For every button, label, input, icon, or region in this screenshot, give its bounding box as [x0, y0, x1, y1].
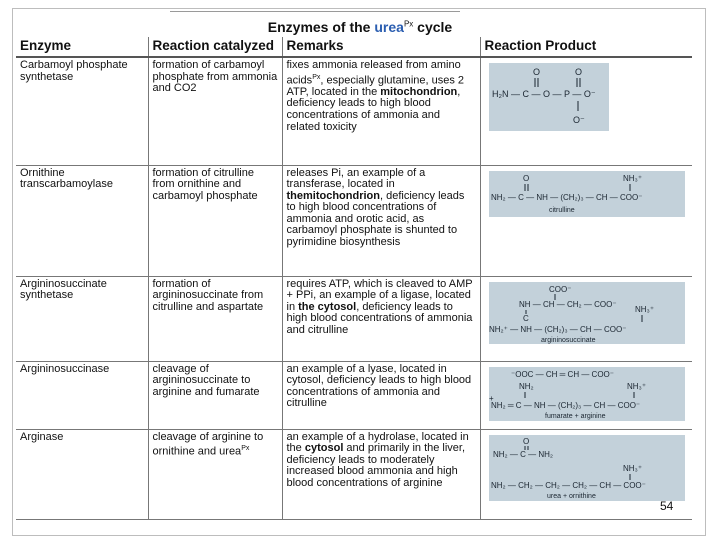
enzyme-cell: Carbamoyl phosphate synthetase [16, 57, 148, 165]
svg-text:citrulline: citrulline [548, 206, 575, 214]
reaction-cell: cleavage of arginine to ornithine and urea$^{Px}$ [148, 429, 282, 519]
slide-title: Enzymes of the urea$^{Px}$ cycle [267, 19, 453, 35]
enzyme-cell: Argininosuccinate synthetase [16, 276, 148, 361]
product-cell [480, 57, 692, 165]
argininosuccinate-structure [489, 282, 685, 344]
svg-text:urea + ornithine: urea + ornithine [546, 492, 596, 500]
svg-text:NH₂ — C — NH — (CH₂)₃ — CH — C: NH₂ — C — NH — (CH₂)₃ — CH — COO⁻ [490, 192, 642, 202]
urea-ornithine-structure [489, 435, 685, 501]
svg-text:NH₃⁺: NH₃⁺ [622, 463, 642, 473]
table-row [16, 361, 692, 429]
remarks-cell: fixes ammonia released from amino acids$^{Px}$, especially glutamine, uses 2 ATP, located in the mitochondrion, deficiency leads to high blood concentrations of ammonia and related toxicity [282, 57, 480, 165]
enzyme-cell: Ornithine transcarbamoylase [16, 165, 148, 276]
citrulline-structure [489, 171, 685, 217]
svg-text:NH₂ — CH₂ — CH₂ — CH₂ — CH — C: NH₂ — CH₂ — CH₂ — CH₂ — CH — COO⁻ [490, 480, 646, 490]
svg-text:⁻OOC — CH ═ CH — COO⁻: ⁻OOC — CH ═ CH — COO⁻ [510, 369, 614, 379]
svg-text:NH₃⁺: NH₃⁺ [626, 381, 646, 391]
svg-text:C: C [522, 313, 529, 323]
svg-text:+: + [488, 393, 494, 403]
col-header-product: Reaction Product [480, 37, 692, 57]
svg-text:fumarate + arginine: fumarate + arginine [544, 412, 606, 420]
table-row [16, 276, 692, 361]
col-header-enzyme: Enzyme [16, 37, 148, 57]
title-keyword: urea [374, 19, 404, 35]
product-cell [480, 165, 692, 276]
table-header-row [16, 37, 692, 57]
table-row [16, 429, 692, 519]
svg-text:NH₂ ═ C — NH — (CH₂)₃ — CH — C: NH₂ ═ C — NH — (CH₂)₃ — CH — COO⁻ [490, 400, 640, 410]
product-cell [480, 276, 692, 361]
reaction-cell: formation of citrulline from ornithine and carbamoyl phosphate [148, 165, 282, 276]
remarks-cell: an example of a lyase, located in cytosol, deficiency leads to high blood concentrations of ammonia and citrulline [282, 361, 480, 429]
svg-text:O: O [532, 67, 540, 77]
remarks-cell: requires ATP, which is cleaved to AMP + PPi, an example of a ligase, located in the cytosol, deficiency leads to high blood concentrations of ammonia and citrulline [282, 276, 480, 361]
top-rule [170, 11, 460, 12]
svg-text:NH₂⁺ — NH — (CH₂)₃ — CH — COO⁻: NH₂⁺ — NH — (CH₂)₃ — CH — COO⁻ [488, 324, 626, 334]
remarks-cell: releases Pi, an example of a transferase, located in themitochondrion, deficiency leads to high blood concentrations of ammonia and orotic acid, as carbamoyl phosphate is shunted to pyrimidine biosynthesis [282, 165, 480, 276]
svg-text:O⁻: O⁻ [572, 115, 585, 125]
carbamoyl-phosphate-structure [489, 63, 609, 131]
col-header-remarks: Remarks [282, 37, 480, 57]
reaction-cell: formation of argininosuccinate from citrulline and aspartate [148, 276, 282, 361]
svg-text:argininosuccinate: argininosuccinate [540, 336, 595, 344]
svg-text:O: O [574, 67, 582, 77]
table-row [16, 57, 692, 165]
page-number: 54 [660, 499, 674, 513]
enzymes-table [16, 37, 692, 520]
svg-text:COO⁻: COO⁻ [548, 284, 571, 294]
svg-text:O: O [522, 436, 529, 446]
svg-text:NH₂ — C — NH₂: NH₂ — C — NH₂ [492, 449, 553, 459]
svg-text:O: O [522, 173, 529, 183]
product-cell [480, 361, 692, 429]
enzyme-cell: Arginase [16, 429, 148, 519]
fumarate-arginine-structure [489, 367, 685, 421]
svg-text:NH₂: NH₂ [518, 381, 534, 391]
reaction-cell: formation of carbamoyl phosphate from ammonia and CO2 [148, 57, 282, 165]
svg-text:NH — CH — CH₂ — COO⁻: NH — CH — CH₂ — COO⁻ [518, 299, 617, 309]
col-header-reaction: Reaction catalyzed [148, 37, 282, 57]
product-name-label: carbamoyl phosphate [488, 63, 499, 64]
remarks-cell: an example of a hydrolase, located in the cytosol and primarily in the liver, deficiency leads to moderately increased blood ammonia and high blood concentrations of arginine [282, 429, 480, 519]
svg-text:NH₃⁺: NH₃⁺ [622, 173, 642, 183]
enzyme-cell: Argininosuccinase [16, 361, 148, 429]
svg-text:H₂N — C — O — P — O⁻: H₂N — C — O — P — O⁻ [491, 89, 596, 99]
reaction-cell: cleavage of argininosuccinate to arginine and fumarate [148, 361, 282, 429]
table-row [16, 165, 692, 276]
svg-text:NH₃⁺: NH₃⁺ [634, 304, 654, 314]
